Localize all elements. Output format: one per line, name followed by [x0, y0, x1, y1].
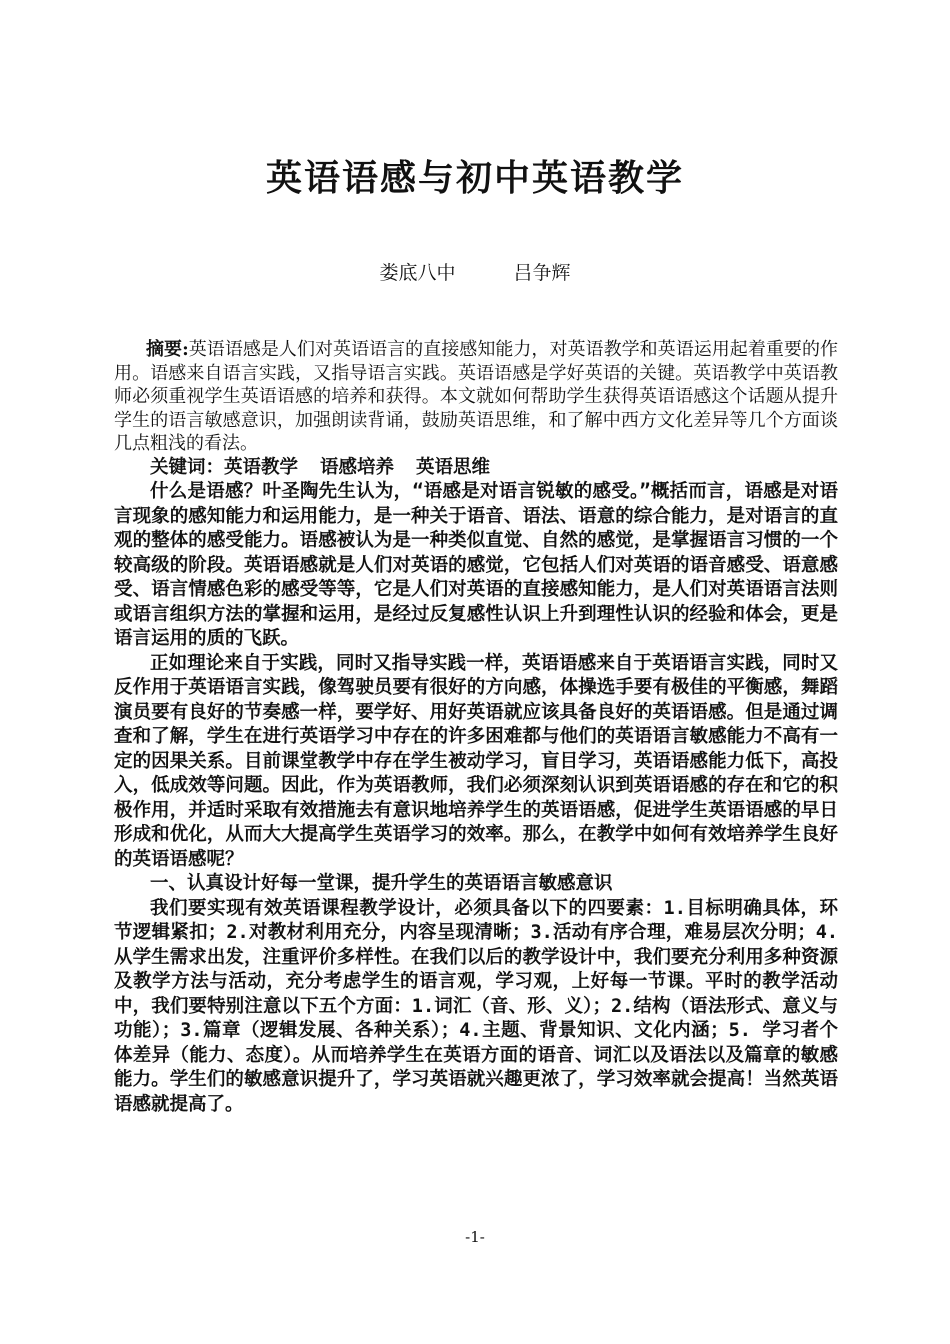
abstract-label: 摘要: — [146, 339, 189, 360]
keywords-line — [114, 456, 838, 481]
author-name: 吕争辉 — [513, 262, 571, 284]
keyword-item: 英语思维 — [416, 456, 491, 478]
section-heading: 一、认真设计好每一堂课，提升学生的英语语言敏感意识 — [150, 873, 613, 894]
keyword-item: 语感培养 — [320, 456, 395, 478]
author-line — [0, 258, 950, 285]
author-school: 娄底八中 — [379, 262, 456, 284]
document-title: 英语语感与初中英语教学 — [265, 157, 684, 199]
body-paragraph: 我们要实现有效英语课程教学设计，必须具备以下的四要素：1.目标明确具体，环节逻辑紧扣；2.对教材利用充分，内容呈现清晰；3.活动有序合理，难易层次分明；4.从学生需求出发，注重评价多样性。在我们以后的教学设计中，我们要充分利用多种资源及教学方法与活动，充分考虑学生的语言观，学习观，上好每一节课。平时的教学活动中，我们要特别注意以下五个方面：1.词汇（音、形、义）；2.结构（语法形式、意义与功能）；3.篇章（逻辑发展、各种关系）；4.主题、背景知识、文化内涵；5. 学习者个体差异（能力、态度）。从而培养学生在英语方面的语音、词汇以及语法以及篇章的敏感能力。学生们的敏感意识提升了，学习英语就兴趣更浓了，学习效率就会提高！当然英语语感就提高了。 — [114, 897, 838, 1115]
keywords-label: 关键词： — [150, 456, 225, 478]
page-number: -1- — [465, 1228, 485, 1246]
body-paragraph: 正如理论来自于实践，同时又指导实践一样，英语语感来自于英语语言实践，同时又反作用于英语语言实践，像驾驶员要有很好的方向感，体操选手要有极佳的平衡感，舞蹈演员要有良好的节奏感一样，要学好、用好英语就应该具备良好的英语语感。但是通过调查和了解，学生在进行英语学习中存在的许多困难都与他们的英语语言敏感能力不高有一定的因果关系。目前课堂教学中存在学生被动学习，盲目学习，英语语感能力低下，高投入，低成效等问题。因此，作为英语教师，我们必须深刻认识到英语语感的存在和它的积极作用，并适时采取有效措施去有意识地培养学生的英语语感，促进学生英语语感的早日形成和优化，从而大大提高学生英语学习的效率。那么，在教学中如何有效培养学生良好的英语语感呢？ — [114, 652, 838, 870]
document-body — [114, 338, 838, 1117]
keyword-item: 英语教学 — [224, 456, 299, 478]
abstract-text: 英语语感是人们对英语语言的直接感知能力，对英语教学和英语运用起着重要的作用。语感来自语言实践，又指导语言实践。英语语感是学好英语的关键。英语教学中英语教师必须重视学生英语语感的培养和获得。本文就如何帮助学生获得英语语感这个话题从提升学生的语言敏感意识，加强朗读背诵，鼓励英语思维，和了解中西方文化差异等几个方面谈几点粗浅的看法。 — [114, 339, 838, 454]
body-paragraph: 什么是语感？叶圣陶先生认为，“语感是对语言锐敏的感受。”概括而言，语感是对语言现象的感知能力和运用能力，是一种关于语音、语法、语意的综合能力，是对语言的直观的整体的感受能力。语感被认为是一种类似直觉、自然的感觉，是掌握语言习惯的一个较高级的阶段。英语语感就是人们对英语的感觉，它包括人们对英语的语音感受、语意感受、语言情感色彩的感受等等，它是人们对英语的直接感知能力，是人们对英语语言法则或语言组织方法的掌握和运用，是经过反复感性认识上升到理性认识的经验和体会，更是语言运用的质的飞跃。 — [114, 481, 838, 649]
abstract-paragraph — [114, 338, 838, 456]
